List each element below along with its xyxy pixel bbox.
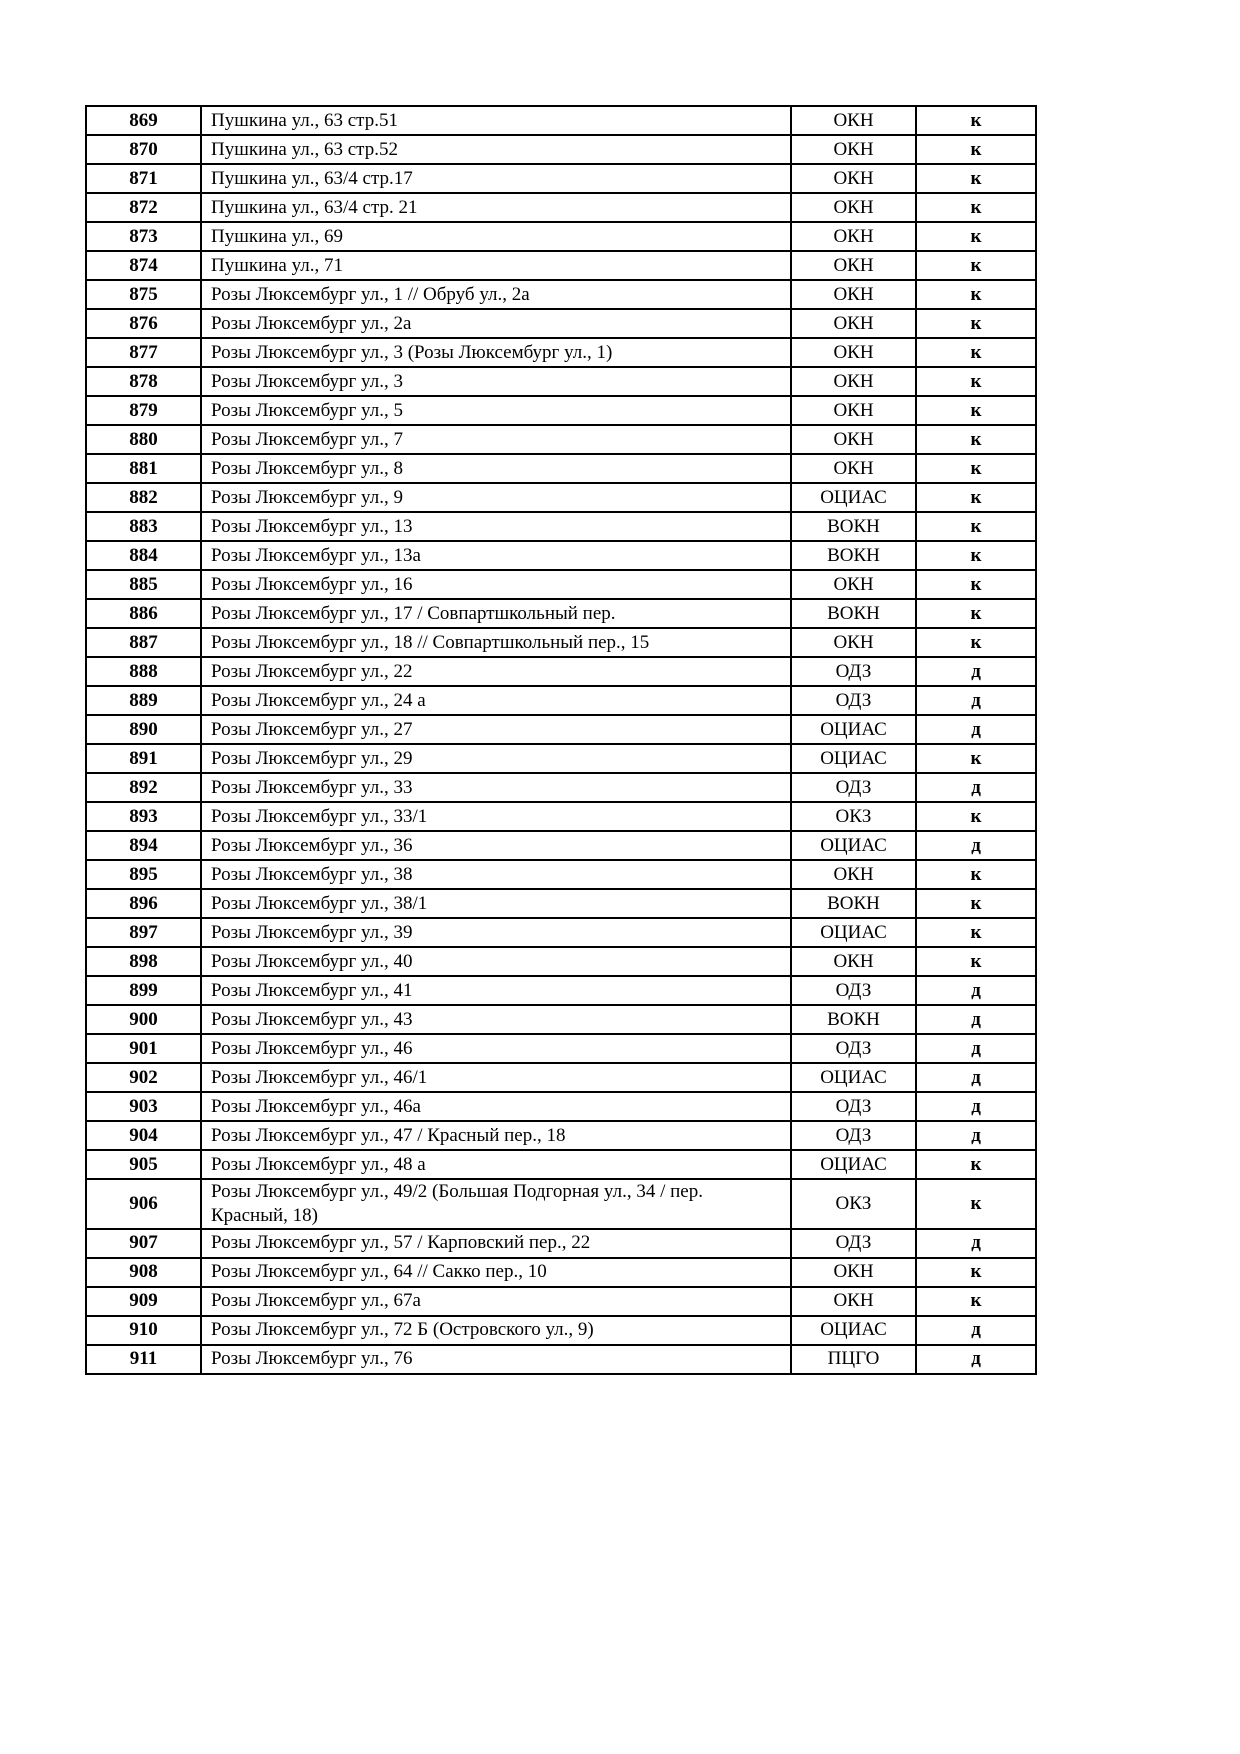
table-row <box>86 309 1036 338</box>
category-letter-cell: к <box>916 541 1036 570</box>
category-letter-cell: д <box>916 657 1036 686</box>
address-cell: Розы Люксембург ул., 39 <box>201 918 791 947</box>
row-number: 909 <box>86 1287 201 1316</box>
category-letter-cell: к <box>916 193 1036 222</box>
address-cell: Розы Люксембург ул., 13а <box>201 541 791 570</box>
category-letter-cell: д <box>916 1121 1036 1150</box>
category-letter-cell: к <box>916 802 1036 831</box>
status-code-cell: ОКН <box>791 338 916 367</box>
category-letter-cell: д <box>916 976 1036 1005</box>
category-letter-cell: к <box>916 309 1036 338</box>
category-letter-cell: к <box>916 918 1036 947</box>
status-code-cell: ОЦИАС <box>791 1150 916 1179</box>
category-letter-cell: к <box>916 1287 1036 1316</box>
row-number: 882 <box>86 483 201 512</box>
address-cell: Розы Люксембург ул., 46/1 <box>201 1063 791 1092</box>
table-row <box>86 164 1036 193</box>
table-row <box>86 1150 1036 1179</box>
status-code-cell: ОКЗ <box>791 1179 916 1229</box>
table-row <box>86 1287 1036 1316</box>
address-cell: Розы Люксембург ул., 22 <box>201 657 791 686</box>
row-number: 898 <box>86 947 201 976</box>
address-cell: Розы Люксембург ул., 67а <box>201 1287 791 1316</box>
status-code-cell: ОКН <box>791 454 916 483</box>
row-number: 911 <box>86 1345 201 1374</box>
row-number: 907 <box>86 1229 201 1258</box>
row-number: 874 <box>86 251 201 280</box>
category-letter-cell: д <box>916 715 1036 744</box>
row-number: 879 <box>86 396 201 425</box>
table-row <box>86 802 1036 831</box>
category-letter-cell: к <box>916 512 1036 541</box>
category-letter-cell: к <box>916 1179 1036 1229</box>
address-cell: Розы Люксембург ул., 9 <box>201 483 791 512</box>
category-letter-cell: д <box>916 1345 1036 1374</box>
category-letter-cell: к <box>916 164 1036 193</box>
category-letter-cell: к <box>916 483 1036 512</box>
status-code-cell: ОКН <box>791 106 916 135</box>
table-row <box>86 1179 1036 1229</box>
address-cell: Розы Люксембург ул., 24 а <box>201 686 791 715</box>
category-letter-cell: к <box>916 744 1036 773</box>
category-letter-cell: к <box>916 1258 1036 1287</box>
status-code-cell: ОКН <box>791 396 916 425</box>
category-letter-cell: д <box>916 1063 1036 1092</box>
category-letter-cell: д <box>916 686 1036 715</box>
table-row <box>86 1316 1036 1345</box>
category-letter-cell: д <box>916 1092 1036 1121</box>
table-row <box>86 831 1036 860</box>
address-cell: Розы Люксембург ул., 33 <box>201 773 791 802</box>
table-row <box>86 860 1036 889</box>
row-number: 892 <box>86 773 201 802</box>
table-row <box>86 135 1036 164</box>
address-cell: Розы Люксембург ул., 41 <box>201 976 791 1005</box>
row-number: 896 <box>86 889 201 918</box>
status-code-cell: ВОКН <box>791 541 916 570</box>
address-cell: Розы Люксембург ул., 16 <box>201 570 791 599</box>
registry-table <box>85 105 1037 1375</box>
address-cell: Розы Люксембург ул., 57 / Карповский пер., 22 <box>201 1229 791 1258</box>
address-cell: Пушкина ул., 63/4 стр.17 <box>201 164 791 193</box>
status-code-cell: ОКН <box>791 251 916 280</box>
table-row <box>86 773 1036 802</box>
status-code-cell: ОДЗ <box>791 976 916 1005</box>
table-row <box>86 570 1036 599</box>
row-number: 883 <box>86 512 201 541</box>
table-row <box>86 193 1036 222</box>
table-row <box>86 1063 1036 1092</box>
row-number: 889 <box>86 686 201 715</box>
category-letter-cell: к <box>916 1150 1036 1179</box>
status-code-cell: ОЦИАС <box>791 918 916 947</box>
address-cell: Розы Люксембург ул., 46 <box>201 1034 791 1063</box>
table-row <box>86 1229 1036 1258</box>
category-letter-cell: к <box>916 106 1036 135</box>
category-letter-cell: к <box>916 251 1036 280</box>
status-code-cell: ОЦИАС <box>791 1316 916 1345</box>
row-number: 908 <box>86 1258 201 1287</box>
row-number: 878 <box>86 367 201 396</box>
category-letter-cell: к <box>916 628 1036 657</box>
address-cell: Розы Люксембург ул., 2а <box>201 309 791 338</box>
status-code-cell: ОКН <box>791 280 916 309</box>
status-code-cell: ПЦГО <box>791 1345 916 1374</box>
table-row <box>86 918 1036 947</box>
row-number: 877 <box>86 338 201 367</box>
table-row <box>86 483 1036 512</box>
category-letter-cell: к <box>916 135 1036 164</box>
status-code-cell: ОКН <box>791 947 916 976</box>
address-cell: Розы Люксембург ул., 1 // Обруб ул., 2а <box>201 280 791 309</box>
table-row <box>86 889 1036 918</box>
row-number: 888 <box>86 657 201 686</box>
row-number: 904 <box>86 1121 201 1150</box>
table-row <box>86 1345 1036 1374</box>
address-cell: Розы Люксембург ул., 46а <box>201 1092 791 1121</box>
row-number: 894 <box>86 831 201 860</box>
status-code-cell: ОКН <box>791 628 916 657</box>
row-number: 901 <box>86 1034 201 1063</box>
status-code-cell: ВОКН <box>791 599 916 628</box>
status-code-cell: ОКН <box>791 860 916 889</box>
row-number: 875 <box>86 280 201 309</box>
registry-table-body <box>86 106 1036 1374</box>
category-letter-cell: к <box>916 396 1036 425</box>
status-code-cell: ОКН <box>791 367 916 396</box>
category-letter-cell: к <box>916 570 1036 599</box>
table-row <box>86 338 1036 367</box>
address-cell: Розы Люксембург ул., 5 <box>201 396 791 425</box>
address-cell: Розы Люксембург ул., 40 <box>201 947 791 976</box>
row-number: 871 <box>86 164 201 193</box>
address-cell: Розы Люксембург ул., 43 <box>201 1005 791 1034</box>
category-letter-cell: д <box>916 831 1036 860</box>
row-number: 887 <box>86 628 201 657</box>
status-code-cell: ОДЗ <box>791 1229 916 1258</box>
address-cell: Розы Люксембург ул., 3 <box>201 367 791 396</box>
category-letter-cell: д <box>916 1034 1036 1063</box>
address-cell: Розы Люксембург ул., 17 / Совпартшкольный пер. <box>201 599 791 628</box>
status-code-cell: ОКН <box>791 425 916 454</box>
table-row <box>86 367 1036 396</box>
table-row <box>86 1258 1036 1287</box>
table-row <box>86 222 1036 251</box>
address-cell: Розы Люксембург ул., 27 <box>201 715 791 744</box>
row-number: 903 <box>86 1092 201 1121</box>
row-number: 906 <box>86 1179 201 1229</box>
status-code-cell: ВОКН <box>791 512 916 541</box>
address-cell: Розы Люксембург ул., 18 // Совпартшкольный пер., 15 <box>201 628 791 657</box>
status-code-cell: ОДЗ <box>791 686 916 715</box>
status-code-cell: ОЦИАС <box>791 831 916 860</box>
table-row <box>86 947 1036 976</box>
table-row <box>86 1005 1036 1034</box>
category-letter-cell: к <box>916 280 1036 309</box>
category-letter-cell: д <box>916 773 1036 802</box>
category-letter-cell: к <box>916 338 1036 367</box>
status-code-cell: ОДЗ <box>791 1121 916 1150</box>
row-number: 891 <box>86 744 201 773</box>
row-number: 897 <box>86 918 201 947</box>
address-cell: Розы Люксембург ул., 29 <box>201 744 791 773</box>
address-cell: Розы Люксембург ул., 72 Б (Островского ул., 9) <box>201 1316 791 1345</box>
table-row <box>86 715 1036 744</box>
address-cell: Розы Люксембург ул., 36 <box>201 831 791 860</box>
status-code-cell: ОДЗ <box>791 1092 916 1121</box>
category-letter-cell: к <box>916 454 1036 483</box>
row-number: 881 <box>86 454 201 483</box>
category-letter-cell: к <box>916 860 1036 889</box>
status-code-cell: ОКН <box>791 164 916 193</box>
address-cell: Розы Люксембург ул., 7 <box>201 425 791 454</box>
row-number: 880 <box>86 425 201 454</box>
row-number: 902 <box>86 1063 201 1092</box>
status-code-cell: ОКН <box>791 135 916 164</box>
table-row <box>86 541 1036 570</box>
table-row <box>86 396 1036 425</box>
category-letter-cell: к <box>916 222 1036 251</box>
status-code-cell: ОКН <box>791 309 916 338</box>
category-letter-cell: к <box>916 599 1036 628</box>
row-number: 910 <box>86 1316 201 1345</box>
address-cell: Розы Люксембург ул., 8 <box>201 454 791 483</box>
category-letter-cell: к <box>916 947 1036 976</box>
address-cell: Розы Люксембург ул., 38 <box>201 860 791 889</box>
status-code-cell: ВОКН <box>791 1005 916 1034</box>
address-cell: Пушкина ул., 71 <box>201 251 791 280</box>
table-row <box>86 599 1036 628</box>
status-code-cell: ОДЗ <box>791 773 916 802</box>
category-letter-cell: д <box>916 1229 1036 1258</box>
table-row <box>86 280 1036 309</box>
address-cell: Пушкина ул., 63 стр.51 <box>201 106 791 135</box>
row-number: 873 <box>86 222 201 251</box>
status-code-cell: ОЦИАС <box>791 483 916 512</box>
category-letter-cell: к <box>916 367 1036 396</box>
status-code-cell: ОКН <box>791 1258 916 1287</box>
table-row <box>86 657 1036 686</box>
address-cell: Пушкина ул., 63 стр.52 <box>201 135 791 164</box>
address-cell: Розы Люксембург ул., 13 <box>201 512 791 541</box>
category-letter-cell: д <box>916 1005 1036 1034</box>
address-cell: Розы Люксембург ул., 76 <box>201 1345 791 1374</box>
row-number: 886 <box>86 599 201 628</box>
status-code-cell: ОЦИАС <box>791 715 916 744</box>
row-number: 884 <box>86 541 201 570</box>
table-row <box>86 686 1036 715</box>
table-row <box>86 454 1036 483</box>
row-number: 876 <box>86 309 201 338</box>
status-code-cell: ОДЗ <box>791 1034 916 1063</box>
address-cell: Розы Люксембург ул., 49/2 (Большая Подгорная ул., 34 / пер. Красный, 18) <box>201 1179 791 1229</box>
address-cell: Розы Люксембург ул., 47 / Красный пер., 18 <box>201 1121 791 1150</box>
row-number: 899 <box>86 976 201 1005</box>
status-code-cell: ОКН <box>791 222 916 251</box>
status-code-cell: ОКЗ <box>791 802 916 831</box>
table-row <box>86 744 1036 773</box>
status-code-cell: ВОКН <box>791 889 916 918</box>
status-code-cell: ОКН <box>791 570 916 599</box>
row-number: 890 <box>86 715 201 744</box>
category-letter-cell: к <box>916 889 1036 918</box>
row-number: 869 <box>86 106 201 135</box>
status-code-cell: ОДЗ <box>791 657 916 686</box>
row-number: 872 <box>86 193 201 222</box>
address-cell: Пушкина ул., 63/4 стр. 21 <box>201 193 791 222</box>
status-code-cell: ОЦИАС <box>791 744 916 773</box>
address-cell: Розы Люксембург ул., 33/1 <box>201 802 791 831</box>
table-row <box>86 251 1036 280</box>
table-row <box>86 425 1036 454</box>
category-letter-cell: д <box>916 1316 1036 1345</box>
address-cell: Розы Люксембург ул., 48 а <box>201 1150 791 1179</box>
address-cell: Розы Люксембург ул., 38/1 <box>201 889 791 918</box>
table-row <box>86 1034 1036 1063</box>
table-row <box>86 1121 1036 1150</box>
table-row <box>86 512 1036 541</box>
row-number: 895 <box>86 860 201 889</box>
row-number: 900 <box>86 1005 201 1034</box>
status-code-cell: ОЦИАС <box>791 1063 916 1092</box>
row-number: 893 <box>86 802 201 831</box>
category-letter-cell: к <box>916 425 1036 454</box>
address-cell: Розы Люксембург ул., 64 // Сакко пер., 10 <box>201 1258 791 1287</box>
row-number: 885 <box>86 570 201 599</box>
row-number: 905 <box>86 1150 201 1179</box>
table-row <box>86 1092 1036 1121</box>
status-code-cell: ОКН <box>791 193 916 222</box>
table-row <box>86 976 1036 1005</box>
table-row <box>86 628 1036 657</box>
row-number: 870 <box>86 135 201 164</box>
status-code-cell: ОКН <box>791 1287 916 1316</box>
address-cell: Розы Люксембург ул., 3 (Розы Люксембург ул., 1) <box>201 338 791 367</box>
table-row <box>86 106 1036 135</box>
address-cell: Пушкина ул., 69 <box>201 222 791 251</box>
